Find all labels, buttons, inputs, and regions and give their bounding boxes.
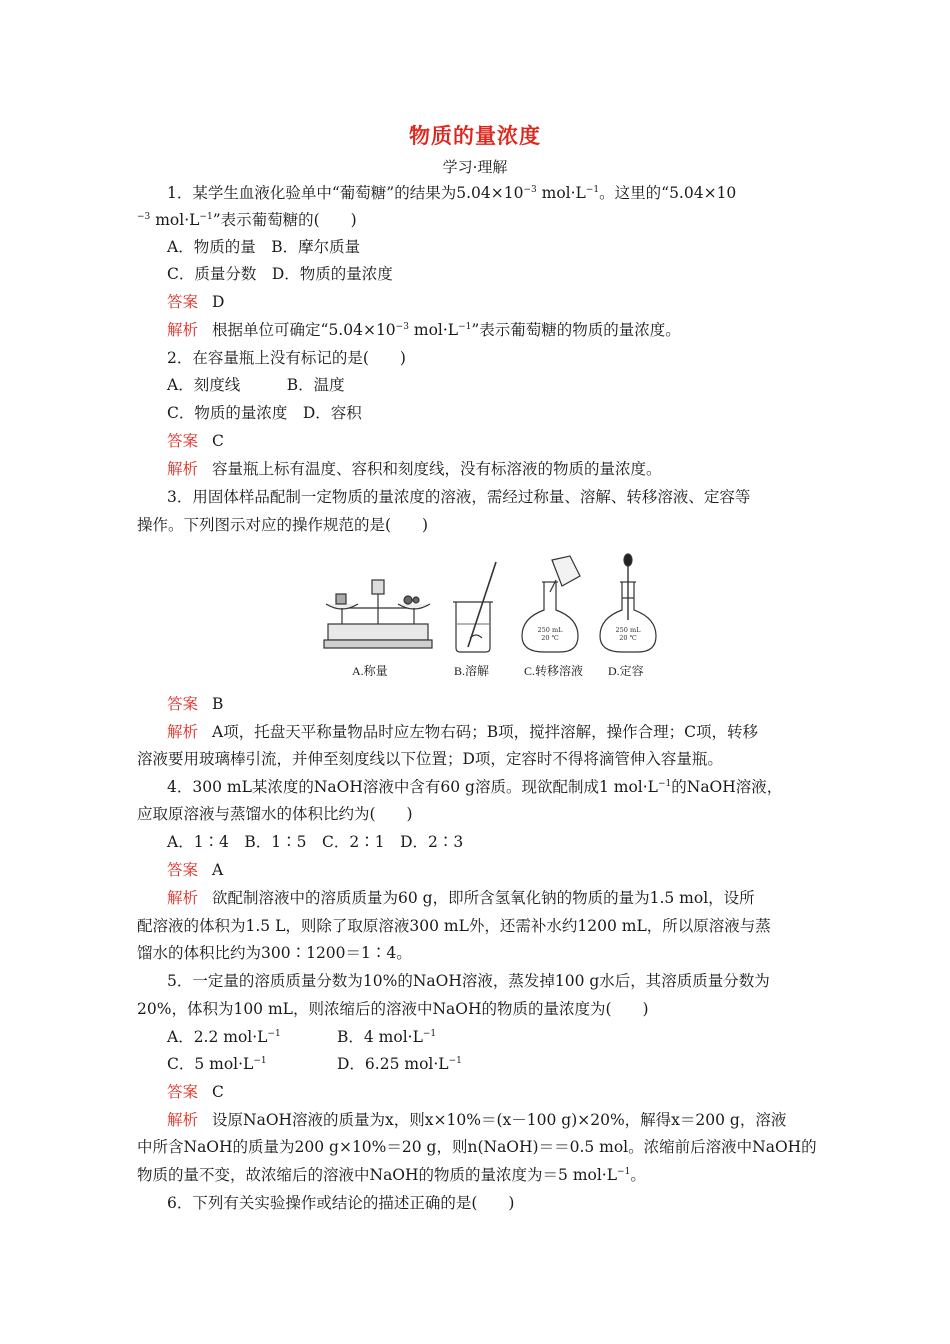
q5-option-d: D．6.25 $mol\cdot L^{-1}$: [337, 1055, 462, 1073]
q1-answer: 答案 D: [167, 293, 225, 311]
lab-operations-figure: [318, 552, 658, 680]
q2-options-line2: C．物质的量浓度 D．容积: [167, 404, 362, 422]
balance-icon: [324, 580, 432, 648]
q6-stem: 6．下列有关实验操作或结论的描述正确的是( ): [167, 1194, 515, 1212]
q5-analysis-line1: 解析 设原NaOH溶液的质量为x，则x×10%＝(x－100 g)×20%，解得x＝200 g，溶液: [167, 1111, 787, 1129]
section-subtitle: 学习·理解: [442, 158, 508, 176]
caption-transfer: C.转移溶液: [524, 664, 584, 678]
q5-answer: 答案 C: [167, 1083, 224, 1101]
q5-option-b: B．4 $mol\cdot L^{-1}$: [337, 1028, 437, 1046]
q4-stem-line1: 4．300 mL某浓度的NaOH溶液中含有60 g溶质。现欲配制成1 $mol\cdot L^{-1}$的NaOH溶液，: [167, 778, 783, 796]
q3-analysis-line2: 溶液要用玻璃棒引流，并伸至刻度线以下位置；D项，定容时不得将滴管伸入容量瓶。: [137, 750, 723, 768]
q1-options-line2: C．质量分数 D．物质的量浓度: [167, 265, 393, 283]
flask-d-volume-label: 250 mL: [615, 626, 641, 634]
q4-answer: 答案 A: [167, 861, 224, 879]
q1-analysis: 解析 根据单位可确定“$5.04\times 10^{-3}$ $mol\cdot L^{-1}$”表示葡萄糖的物质的量浓度。: [167, 321, 681, 339]
caption-dissolving: B.溶解: [454, 664, 490, 678]
q5-analysis-line2: 中所含NaOH的质量为200 g×10%＝20 g，则n(NaOH)＝＝0.5 mol。浓缩前后溶液中NaOH的: [137, 1138, 817, 1156]
q4-analysis-line2: 配溶液的体积为1.5 L，则除了取原溶液300 mL外，还需补水约1200 mL，所以原溶液与蒸: [137, 917, 771, 935]
q3-analysis-line1: 解析 A项，托盘天平称量物品时应左物右码；B项，搅拌溶解，操作合理；C项，转移: [167, 723, 758, 741]
answer-label: 答案: [167, 293, 199, 311]
caption-volume-fixing: D.定容: [608, 664, 644, 678]
q5-option-c: C．5 $mol\cdot L^{-1}$: [167, 1055, 267, 1073]
q2-stem: 2．在容量瓶上没有标记的是( ): [167, 349, 406, 367]
caption-weighing: A.称量: [352, 664, 388, 678]
flask-d-temp-label: 20 ℃: [619, 634, 637, 642]
q5-stem-line2: 20%，体积为100 mL，则浓缩后的溶液中NaOH的物质的量浓度为( ): [137, 1000, 649, 1018]
q5-stem-line1: 5．一定量的溶质质量分数为10%的NaOH溶液，蒸发掉100 g水后，其溶质质量分数为: [167, 972, 770, 990]
q2-analysis: 解析 容量瓶上标有温度、容积和刻度线，没有标溶液的物质的量浓度。: [167, 460, 662, 478]
q4-options: A．1∶4 B．1∶5 C．2∶1 D．2∶3: [167, 833, 464, 851]
q5-analysis-line3: 物质的量不变，故浓缩后的溶液中NaOH的物质的量浓度为＝5 $mol\cdot L^{-1}$。: [137, 1166, 646, 1184]
page-title: 物质的量浓度: [409, 123, 541, 148]
lab-operations-svg: [318, 552, 658, 680]
flask-c-volume-label: 250 mL: [537, 626, 563, 634]
q3-answer: 答案 B: [167, 695, 224, 713]
q3-stem-line2: 操作。下列图示对应的操作规范的是( ): [137, 516, 429, 534]
flask-c-temp-label: 20 ℃: [541, 634, 559, 642]
q2-options-line1: A．刻度线 B．温度: [167, 376, 345, 394]
q1-options-line1: A．物质的量 B．摩尔质量: [167, 238, 361, 256]
q4-analysis-line3: 馏水的体积比约为300∶1200＝1∶4。: [137, 944, 412, 962]
q1-stem-line2: $^{-3}$ $mol\cdot L^{-1}$”表示葡萄糖的( ): [137, 211, 357, 229]
q5-option-a: A．2.2 $mol\cdot L^{-1}$: [167, 1028, 281, 1046]
analysis-label: 解析: [167, 321, 199, 339]
q4-stem-line2: 应取原溶液与蒸馏水的体积比约为( ): [137, 805, 413, 823]
q1-stem-line1: 1．某学生血液化验单中“葡萄糖”的结果为$5.04\times 10^{-3}$ $mol\cdot L^{-1}$。这里的“5.04×10: [167, 184, 737, 202]
beaker-icon: [453, 562, 496, 652]
q3-stem-line1: 3．用固体样品配制一定物质的量浓度的溶液，需经过称量、溶解、转移溶液、定容等: [167, 488, 751, 506]
q2-answer: 答案 C: [167, 432, 224, 450]
q4-analysis-line1: 解析 欲配制溶液中的溶质质量为60 g，即所含氢氧化钠的物质的量为1.5 mol，设所: [167, 889, 755, 907]
